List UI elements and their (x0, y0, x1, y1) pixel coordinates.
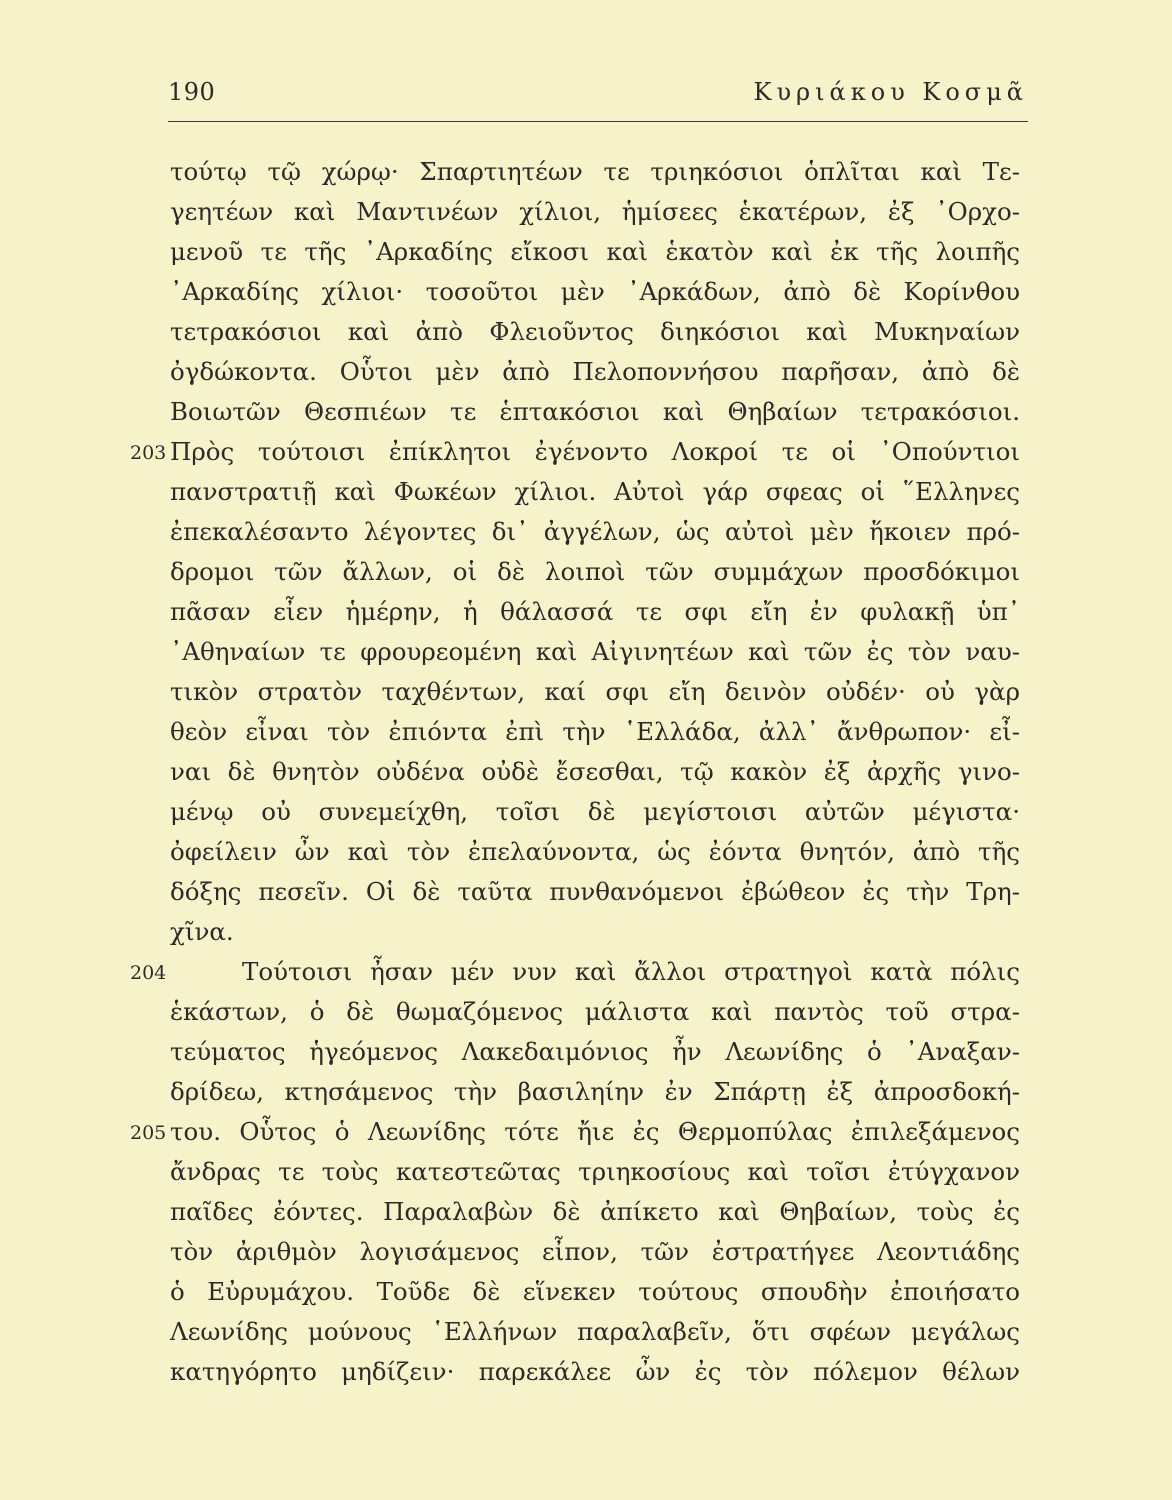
text-line (170, 1072, 1020, 1112)
line-text: μενοῦ τε τῆς ᾿Αρκαδίης εἴκοσι καὶ ἑκατὸν καὶ ἐκ τῆς λοιπῆς (170, 237, 1020, 266)
text-line (170, 992, 1020, 1032)
text-line (170, 1152, 1020, 1192)
margin-section-number: 205 (130, 1122, 167, 1144)
text-line (170, 632, 1020, 672)
line-text: τετρακόσιοι καὶ ἀπὸ Φλειοῦντος διηκόσιοι καὶ Μυκηναίων (170, 317, 1020, 346)
text-line (130, 432, 1020, 472)
text-line (170, 1032, 1020, 1072)
line-text: ὀφείλειν ὦν καὶ τὸν ἐπελαύνοντα, ὡς ἐόντα θνητόν, ἀπὸ τῆς (170, 837, 1020, 866)
line-text: πᾶσαν εἶεν ἡμέρην, ἡ θάλασσά τε σφι εἴη ἐν φυλακῇ ὑπ᾿ (170, 597, 1020, 626)
margin-section-number: 204 (130, 962, 167, 984)
text-line (170, 912, 1020, 952)
line-text: Λεωνίδης μούνους ῾Ελλήνων παραλαβεῖν, ὅτι σφέων μεγάλως (170, 1317, 1020, 1346)
text-line (130, 1112, 1020, 1152)
line-text: χῖνα. (170, 917, 234, 946)
text-line (170, 1232, 1020, 1272)
line-text: ᾿Αθηναίων τε φρουρεομένη καὶ Αἰγινητέων καὶ τῶν ἐς τὸν ναυ- (170, 637, 1020, 666)
line-text: γεητέων καὶ Μαντινέων χίλιοι, ἡμίσεες ἑκατέρων, ἐξ ᾿Ορχο- (170, 197, 1020, 226)
text-line (170, 312, 1020, 352)
line-text: ναι δὲ θνητὸν οὐδένα οὐδὲ ἔσεσθαι, τῷ κακὸν ἐξ ἀρχῆς γινο- (170, 757, 1020, 786)
line-text: Τούτοισι ἦσαν μέν νυν καὶ ἄλλοι στρατηγοὶ κατὰ πόλις (242, 957, 1020, 986)
line-text: τικὸν στρατὸν ταχθέντων, καί σφι εἴη δεινὸν οὐδέν· οὐ γὰρ (170, 677, 1020, 706)
line-text: τεύματος ἡγεόμενος Λακεδαιμόνιος ἦν Λεωνίδης ὁ ᾿Αναξαν- (170, 1037, 1020, 1066)
line-text: ἄνδρας τε τοὺς κατεστεῶτας τριηκοσίους καὶ τοῖσι ἐτύγχανον (170, 1157, 1020, 1186)
line-text: Βοιωτῶν Θεσπιέων τε ἑπτακόσιοι καὶ Θηβαίων τετρακόσιοι. (170, 397, 1020, 426)
line-text: Πρὸς τούτοισι ἐπίκλητοι ἐγένοντο Λοκροί τε οἱ ᾿Οπούντιοι (170, 437, 1020, 466)
text-line (170, 792, 1020, 832)
text-line (170, 832, 1020, 872)
text-line (170, 752, 1020, 792)
page-number: 190 (168, 78, 216, 106)
text-line (170, 1192, 1020, 1232)
line-text: κατηγόρητο μηδίζειν· παρεκάλεε ὦν ἐς τὸν πόλεμον θέλων (170, 1357, 1020, 1386)
line-text: μένῳ οὐ συνεμείχθη, τοῖσι δὲ μεγίστοισι αὐτῶν μέγιστα· (170, 797, 1020, 826)
text-line (170, 672, 1020, 712)
line-text: ἑκάστων, ὁ δὲ θωμαζόμενος μάλιστα καὶ παντὸς τοῦ στρα- (170, 997, 1020, 1026)
text-line (170, 232, 1020, 272)
text-line (170, 512, 1020, 552)
line-text: δρομοι τῶν ἄλλων, οἱ δὲ λοιποὶ τῶν συμμάχων προσδόκιμοι (170, 557, 1020, 586)
text-line (170, 192, 1020, 232)
text-line (130, 952, 1020, 992)
text-line (170, 872, 1020, 912)
text-line (170, 1272, 1020, 1312)
text-line (170, 152, 1020, 192)
line-text: παῖδες ἐόντες. Παραλαβὼν δὲ ἀπίκετο καὶ Θηβαίων, τοὺς ἐς (170, 1197, 1020, 1226)
text-line (170, 472, 1020, 512)
line-text: τὸν ἀριθμὸν λογισάμενος εἶπον, τῶν ἐστρατήγεε Λεοντιάδης (170, 1237, 1020, 1266)
text-line (170, 712, 1020, 752)
text-line (170, 1312, 1020, 1352)
text-line (170, 1352, 1020, 1392)
line-text: δρίδεω, κτησάμενος τὴν βασιληίην ἐν Σπάρτῃ ἐξ ἀπροσδοκή- (170, 1077, 1020, 1106)
page-header (168, 78, 1028, 118)
text-line (170, 392, 1020, 432)
line-text: ἐπεκαλέσαντο λέγοντες δι᾿ ἀγγέλων, ὡς αὐτοὶ μὲν ἥκοιεν πρό- (170, 517, 1020, 546)
text-line (170, 352, 1020, 392)
line-text: του. Οὗτος ὁ Λεωνίδης τότε ἤιε ἐς Θερμοπύλας ἐπιλεξάμενος (170, 1117, 1020, 1146)
line-text: θεὸν εἶναι τὸν ἐπιόντα ἐπὶ τὴν ῾Ελλάδα, ἀλλ᾿ ἄνθρωπον· εἶ- (170, 717, 1020, 746)
margin-section-number: 203 (130, 442, 167, 464)
line-text: ᾿Αρκαδίης χίλιοι· τοσοῦτοι μὲν ᾿Αρκάδων, ἀπὸ δὲ Κορίνθου (170, 277, 1020, 306)
line-text: πανστρατιῇ καὶ Φωκέων χίλιοι. Αὐτοὶ γάρ σφεας οἱ ῞Ελληνες (170, 477, 1020, 506)
text-line (170, 272, 1020, 312)
text-line (170, 592, 1020, 632)
body-text (130, 152, 1020, 1392)
line-text: ὁ Εὐρυμάχου. Τοῦδε δὲ εἵνεκεν τούτους σπουδὴν ἐποιήσατο (170, 1277, 1020, 1306)
running-title: Κυριάκου Κοσμᾶ (753, 78, 1028, 106)
header-rule (168, 121, 1028, 122)
text-line (170, 552, 1020, 592)
line-text: δόξης πεσεῖν. Οἱ δὲ ταῦτα πυνθανόμενοι ἐβώθεον ἐς τὴν Τρη- (170, 877, 1020, 906)
line-text: τούτῳ τῷ χώρῳ· Σπαρτιητέων τε τριηκόσιοι ὁπλῖται καὶ Τε- (170, 157, 1020, 186)
line-text: ὀγδώκοντα. Οὗτοι μὲν ἀπὸ Πελοποννήσου παρῆσαν, ἀπὸ δὲ (170, 357, 1020, 386)
